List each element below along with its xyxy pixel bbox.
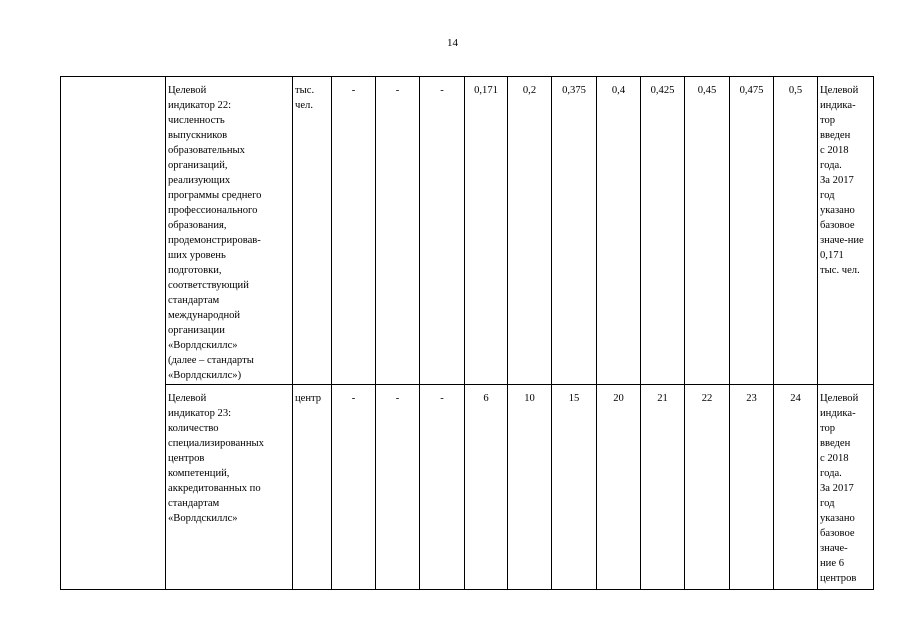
indicator-description: Целевой индикатор 22: численность выпускников образовательных организаций, реализующих программы среднего профессионального образования, продемонстрировав- ших уровень подготовки, соответствующий стандартам международной организации «Ворлдскиллс» (далее – стандарты «Ворлдскиллс») [166, 77, 293, 385]
value-cell: 0,4 [597, 77, 641, 385]
value-cell: - [376, 385, 420, 590]
value-cell: 0,45 [685, 77, 730, 385]
value-cell: 0,5 [774, 77, 818, 385]
page-number: 14 [447, 37, 458, 49]
value-cell: 24 [774, 385, 818, 590]
indicator-description: Целевой индикатор 23: количество специализированных центров компетенций, аккредитованных по стандартам «Ворлдскиллс» [166, 385, 293, 590]
value-cell: 20 [597, 385, 641, 590]
value-cell: - [376, 77, 420, 385]
value-cell: 0,375 [552, 77, 597, 385]
value-cell: - [420, 385, 465, 590]
value-cell: - [332, 77, 376, 385]
value-cell: 0,425 [641, 77, 685, 385]
value-cell: 21 [641, 385, 685, 590]
value-cell: 10 [508, 385, 552, 590]
value-cell: - [332, 385, 376, 590]
value-cell: 6 [465, 385, 508, 590]
unit-cell: тыс. чел. [293, 77, 332, 385]
value-cell: 0,171 [465, 77, 508, 385]
note-cell: Целевой индика- тор введен с 2018 года. За 2017 год указано базовое значе-ние 0,171 тыс. чел. [818, 77, 874, 385]
value-cell: 23 [730, 385, 774, 590]
value-cell: - [420, 77, 465, 385]
value-cell: 22 [685, 385, 730, 590]
value-cell: 0,475 [730, 77, 774, 385]
table-row [61, 77, 874, 385]
table-row [61, 385, 874, 590]
value-cell: 15 [552, 385, 597, 590]
value-cell: 0,2 [508, 77, 552, 385]
unit-cell: центр [293, 385, 332, 590]
empty-cell [61, 77, 166, 590]
indicator-table [60, 76, 874, 590]
note-cell: Целевой индика- тор введен с 2018 года. За 2017 год указано базовое значе- ние 6 центров [818, 385, 874, 590]
